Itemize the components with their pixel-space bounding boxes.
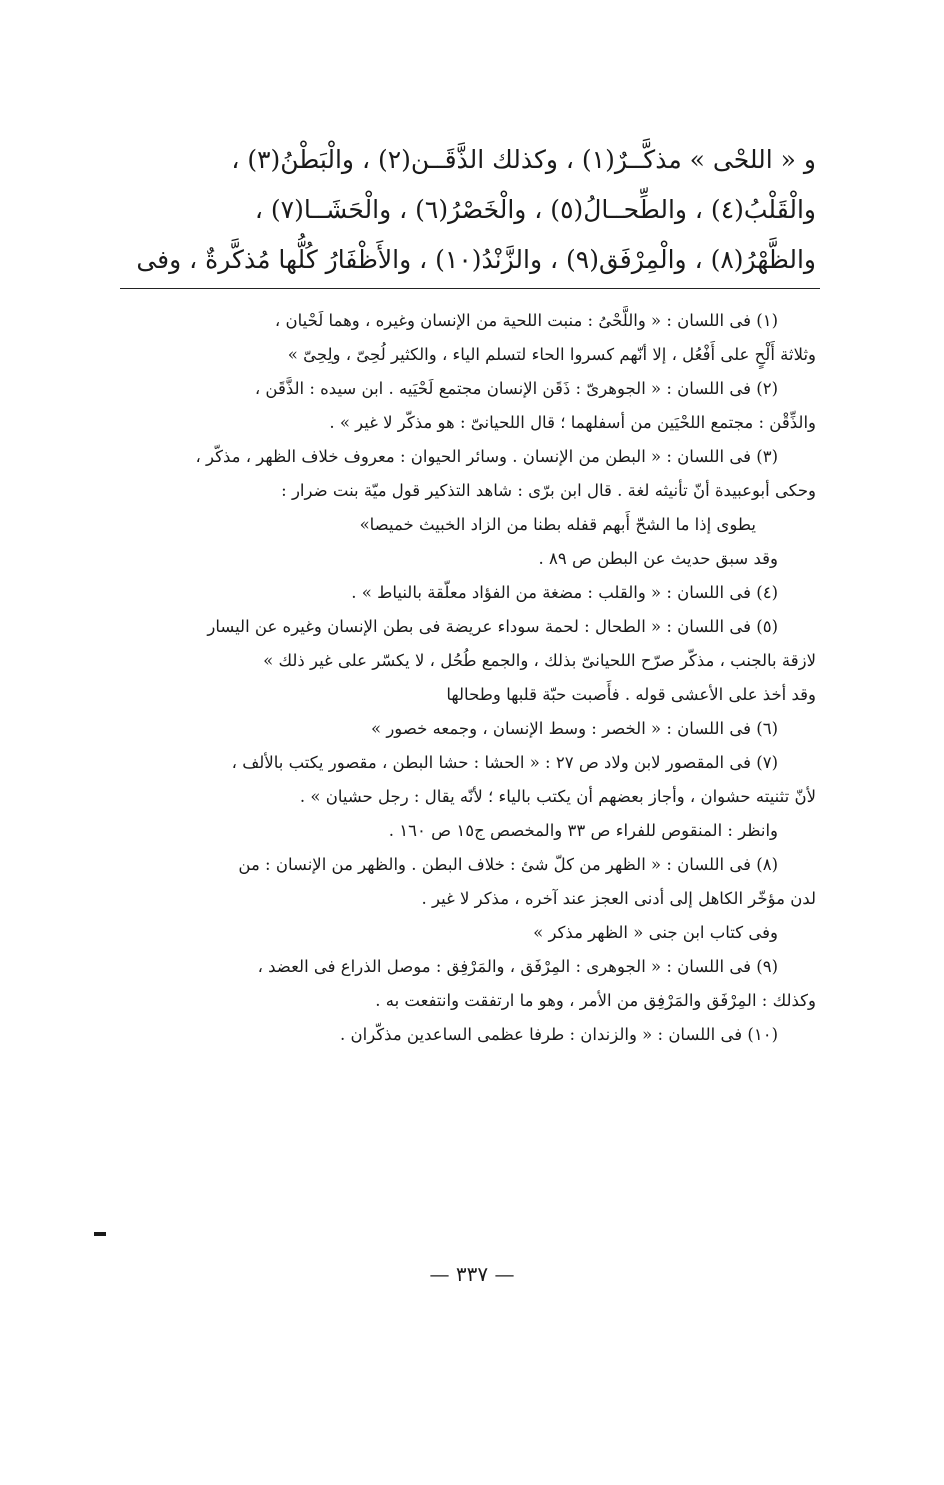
footnote-5-line-2: لازقة بالجنب ، مذكّر صرّح اللحيانىّ بذلك ، والجمع طُحُل ، لا يكسّر على غير ذلك » <box>263 651 816 670</box>
margin-dash-mark <box>94 1232 106 1236</box>
footnote-3-verse: يطوى إذا ما الشحّ أَبهم قفله بطنا من الزاد الخبيث خميصا» <box>359 515 756 534</box>
footnote-3-line-2: وحكى أبوعبيدة أنّ تأنيثه لغة . قال ابن برّى : شاهد التذكير قول ميّة بنت ضرار : <box>281 481 816 500</box>
footnote-5-line-3: وقد أخذ على الأعشى قوله . فأَصبت حبّة قلبها وطحالها <box>446 685 816 704</box>
main-text-line-3: والظَّهْرُ(٨) ، والْمِرْفَق(٩) ، والزَّنْدُ(١٠) ، والأَظْفَارُ كُلُّها مُذكَّرةٌ ، وفى <box>136 245 816 274</box>
footnote-5-line-1: (٥) فى اللسان : « الطحال : لحمة سوداء عريضة فى بطن الإنسان وغيره عن اليسار <box>207 617 778 636</box>
footnote-4-line-1: (٤) فى اللسان : « والقلب : مضغة من الفؤاد معلّقة بالنياط » . <box>351 583 778 602</box>
footnote-6-line-1: (٦) فى اللسان : « الخصر : وسط الإنسان ، وجمعه خصور » <box>371 719 778 738</box>
footnote-1-line-2: وثلاثة أَلْحٍ على أَفْعُل ، إلا أنّهم كسروا الحاء لتسلم الياء ، والكثير لُحِىّ ، ولِحِىّ » <box>287 345 816 364</box>
footnote-7-line-1: (٧) فى المقصور لابن ولاد ص ٢٧ : « الحشا : حشا البطن ، مقصور يكتب بالألف ، <box>231 753 778 772</box>
footnote-9-line-2: وكذلك : المِرْفَق والمَرْفِق من الأمر ، وهو ما ارتفقت وانتفعت به . <box>375 991 816 1010</box>
footnote-7-line-2: لأنّ تثنيته حشوان ، وأجاز بعضهم أن يكتب بالياء ؛ لأنّه يقال : رجل حشيان » . <box>299 787 816 806</box>
footnote-separator <box>120 288 820 289</box>
main-text-line-1: و « اللحْى » مذكَّــرٌ(١) ، وكذلك الذَّقَــن(٢) ، والْبَطْنُ(٣) ، <box>231 145 816 174</box>
footnote-1-line-1: (١) فى اللسان : « واللَّحْىُ : منبت اللحية من الإنسان وغيره ، وهما لَحْيان ، <box>274 311 778 330</box>
footnote-10-line-1: (١٠) فى اللسان : « والزندان : طرفا عظمى الساعدين مذكّران . <box>340 1025 778 1044</box>
footnote-3-line-1: (٣) فى اللسان : « البطن من الإنسان . وسائر الحيوان : معروف خلاف الظهر ، مذكّر ، <box>195 447 778 466</box>
footnote-8-tail: وفى كتاب ابن جنى « الظهر مذكر » <box>533 923 778 942</box>
footnote-2-line-2: والذِّقْن : مجتمع اللحْيَين من أسفلهما ؛ قال اللحيانىّ : هو مذكّر لا غير » . <box>329 413 816 432</box>
footnote-2-line-1: (٢) فى اللسان : « الجوهرىّ : ذَقَن الإنسان مجتمع لَحْيَيه . ابن سيده : الذَّقَن ، <box>254 379 778 398</box>
footnotes <box>96 304 816 1052</box>
footnote-3-tail: وقد سبق حديث عن البطن ص ٨٩ . <box>538 549 778 568</box>
page-number: — ٣٣٧ — <box>429 1262 515 1286</box>
footnote-7-tail: وانظر : المنقوص للفراء ص ٣٣ والمخصص ج١٥ ص ١٦٠ . <box>388 821 778 840</box>
footnote-8-line-2: لدن مؤخّر الكاهل إلى أدنى العجز عند آخره ، مذكر لا غير . <box>421 889 816 908</box>
footnote-8-line-1: (٨) فى اللسان : « الظهر من كلّ شئ : خلاف البطن . والظهر من الإنسان : من <box>238 855 778 874</box>
main-text-line-2: والْقَلْبُ(٤) ، والطِّحــالُ(٥) ، والْخَصْرُ(٦) ، والْحَشَــا(٧) ، <box>254 195 816 224</box>
footnote-9-line-1: (٩) فى اللسان : « الجوهرى : المِرْفَق ، والمَرْفِق : موصل الذراع فى العضد ، <box>257 957 778 976</box>
